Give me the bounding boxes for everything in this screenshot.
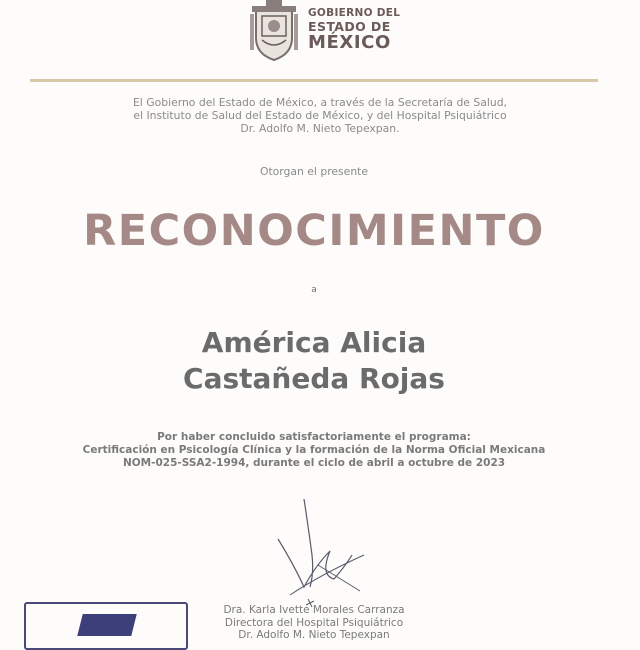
- otorgan-text: Otorgan el presente: [259, 165, 369, 178]
- intro-paragraph: [60, 96, 580, 135]
- logo-line-1: GOBIERNO DEL: [308, 7, 401, 19]
- intro-line-3: Dr. Adolfo M. Nieto Tepexpan.: [240, 122, 400, 135]
- intro-line-1: El Gobierno del Estado de México, a través de la Secretaría de Salud,: [132, 96, 507, 109]
- logo-line-2: ESTADO DE: [308, 18, 391, 34]
- intro-line-2: el Instituto de Salud del Estado de México, y del Hospital Psiquiátrico: [133, 109, 507, 122]
- government-logo: [244, 0, 404, 64]
- certificate-title: RECONOCIMIENTO: [83, 206, 545, 256]
- program-description: [40, 431, 588, 470]
- signer-hospital: Dr. Adolfo M. Nieto Tepexpan: [238, 629, 390, 641]
- state-seal-icon: [248, 0, 300, 62]
- recipient-name-line-2: Castañeda Rojas: [183, 362, 445, 395]
- connector-a: a: [311, 285, 317, 295]
- isem-logo-icon: [77, 614, 136, 636]
- program-line-1: Por haber concluido satisfactoriamente el programa:: [157, 431, 471, 443]
- handwritten-signature: [260, 495, 380, 610]
- logo-line-3: MÉXICO: [308, 32, 391, 53]
- program-line-2: Certificación en Psicología Clínica y la formación de la Norma Oficial Mexicana: [82, 444, 546, 456]
- signer-name: Dra. Karla Ivette Morales Carranza: [223, 604, 405, 616]
- signer-role: Directora del Hospital Psiquiátrico: [224, 616, 404, 629]
- isem-stamp: [24, 602, 188, 650]
- recipient-name: [0, 325, 628, 397]
- signer-block: [160, 604, 468, 642]
- recipient-name-line-1: América Alicia: [201, 326, 427, 359]
- header-divider: [30, 79, 598, 82]
- government-logo-text: [308, 8, 400, 52]
- program-line-3: NOM-025-SSA2-1994, durante el ciclo de abril a octubre de 2023: [122, 457, 506, 469]
